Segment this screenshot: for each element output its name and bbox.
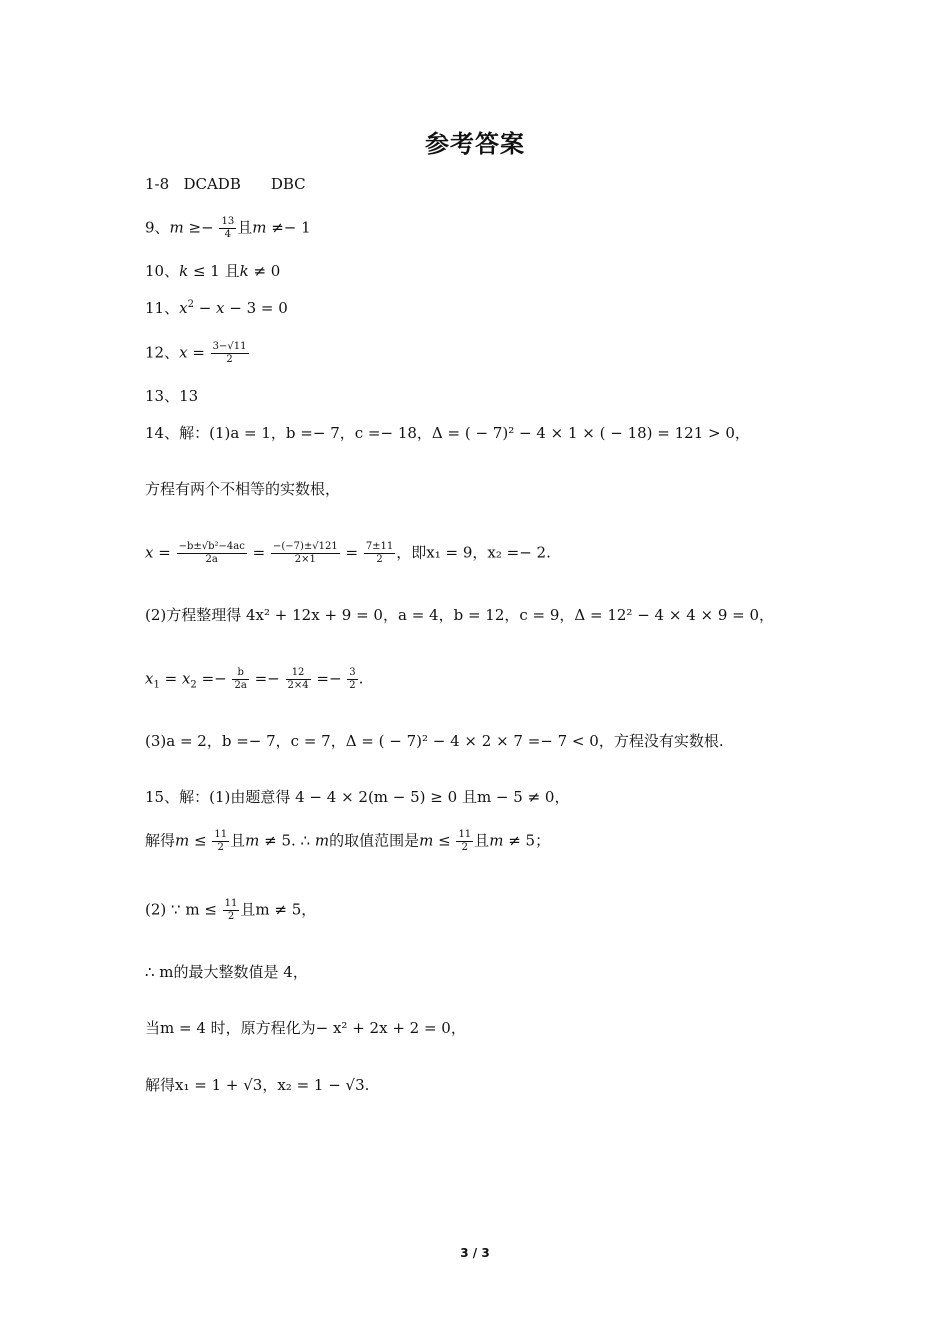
answer-15-line-1: 15、解：(1)由题意得 4 − 4 × 2(m − 5) ≥ 0 且m − 5 ≠ 0，: [145, 788, 570, 806]
fraction: $\frac{11}{2}$: [214, 829, 228, 853]
fraction: $\frac{3-√11}{2}$: [212, 341, 247, 365]
answer-label: 15、解：: [145, 788, 210, 806]
answer-1-8: [145, 173, 306, 195]
answer-choices-2: DBC: [270, 175, 306, 193]
answer-label: 14、解：: [145, 424, 210, 442]
answer-15-line-4: ∴ m的最大整数值是 4，: [145, 963, 308, 981]
answer-9: 9、m ≥− $\frac{13}{4}$ 且m ≠− 1: [145, 216, 311, 240]
page-number: 3 / 3: [460, 1246, 490, 1260]
answer-10: 10、k ≤ 1 且k ≠ 0: [145, 262, 281, 280]
answer-label: 13、: [145, 387, 180, 405]
fraction: $\frac{b}{2a}$: [234, 667, 247, 691]
answer-15-line-2: 解得m ≤ $\frac{11}{2}$ 且m ≠ 5. ∴ m的取值范围是m ≤ $\frac{11}{2}$ 且m ≠ 5；: [145, 829, 551, 853]
fraction: $\frac{3}{2}$: [349, 667, 356, 691]
fraction: $\frac{12}{2\times 4}$: [287, 667, 309, 691]
answer-11: 11、$x^2 - x - 3 = 0$: [145, 299, 288, 317]
answer-label: 9、: [145, 218, 170, 237]
answer-label: 1-8: [145, 175, 170, 193]
fraction: $\frac{\text{−b±√b²−4ac}}{2a}$: [178, 541, 245, 565]
answer-13: [145, 385, 198, 407]
answer-14-line-6: (3)a = 2，b =− 7，c = 7，Δ = ( − 7)² − 4 × 2 × 7 =− 7 < 0，方程没有实数根.: [145, 732, 724, 750]
answer-label: 11、: [145, 299, 180, 317]
answer-label: 10、: [145, 262, 180, 280]
answer-15-line-5: 当m = 4 时，原方程化为− x² + 2x + 2 = 0，: [145, 1019, 466, 1037]
answer-15-line-6: 解得x₁ = 1 + √3，x₂ = 1 − √3.: [145, 1076, 370, 1094]
fraction: $\frac{7\pm 11}{2}$: [365, 541, 394, 565]
answer-14-line-5: $x_1 = x_2$ =− $\frac{b}{2a}$ =− $\frac{12}{2\times 4}$ =− $\frac{3}{2}$ .: [145, 667, 364, 691]
fraction: $\frac{13}{4}$: [221, 216, 235, 240]
answer-14-line-1: 14、解：(1)a = 1，b =− 7，c =− 18，Δ = ( − 7)² − 4 × 1 × ( − 18) = 121 > 0，: [145, 424, 750, 442]
answer-12: 12、x = $\frac{3-√11}{2}$: [145, 341, 247, 365]
answer-15-line-3: (2) ∵ m ≤ $\frac{11}{2}$ 且m ≠ 5，: [145, 898, 317, 922]
fraction: $\frac{-(-7)\pm√121}{2\times 1}$: [272, 541, 338, 565]
page-title: 参考答案: [425, 130, 525, 158]
answer-14-formula: x = $\frac{\text{−b±√b²−4ac}}{2a}$ = $\frac{-(-7)\pm√121}{2\times 1}$ = $\frac{7\pm 11}{2}$ ，即x₁ = 9，x₂ =− 2.: [145, 541, 551, 565]
answer-14-line-4: (2)方程整理得 4x² + 12x + 9 = 0，a = 4，b = 12，c = 9，Δ = 12² − 4 × 4 × 9 = 0，: [145, 606, 775, 624]
answer-choices-1: DCADB: [183, 175, 241, 193]
answer-value: 13: [179, 387, 199, 405]
answer-label: 12、: [145, 343, 180, 362]
answer-14-line-2: 方程有两个不相等的实数根，: [145, 480, 341, 498]
fraction: $\frac{11}{2}$: [224, 898, 238, 922]
fraction: $\frac{11}{2}$: [458, 829, 472, 853]
